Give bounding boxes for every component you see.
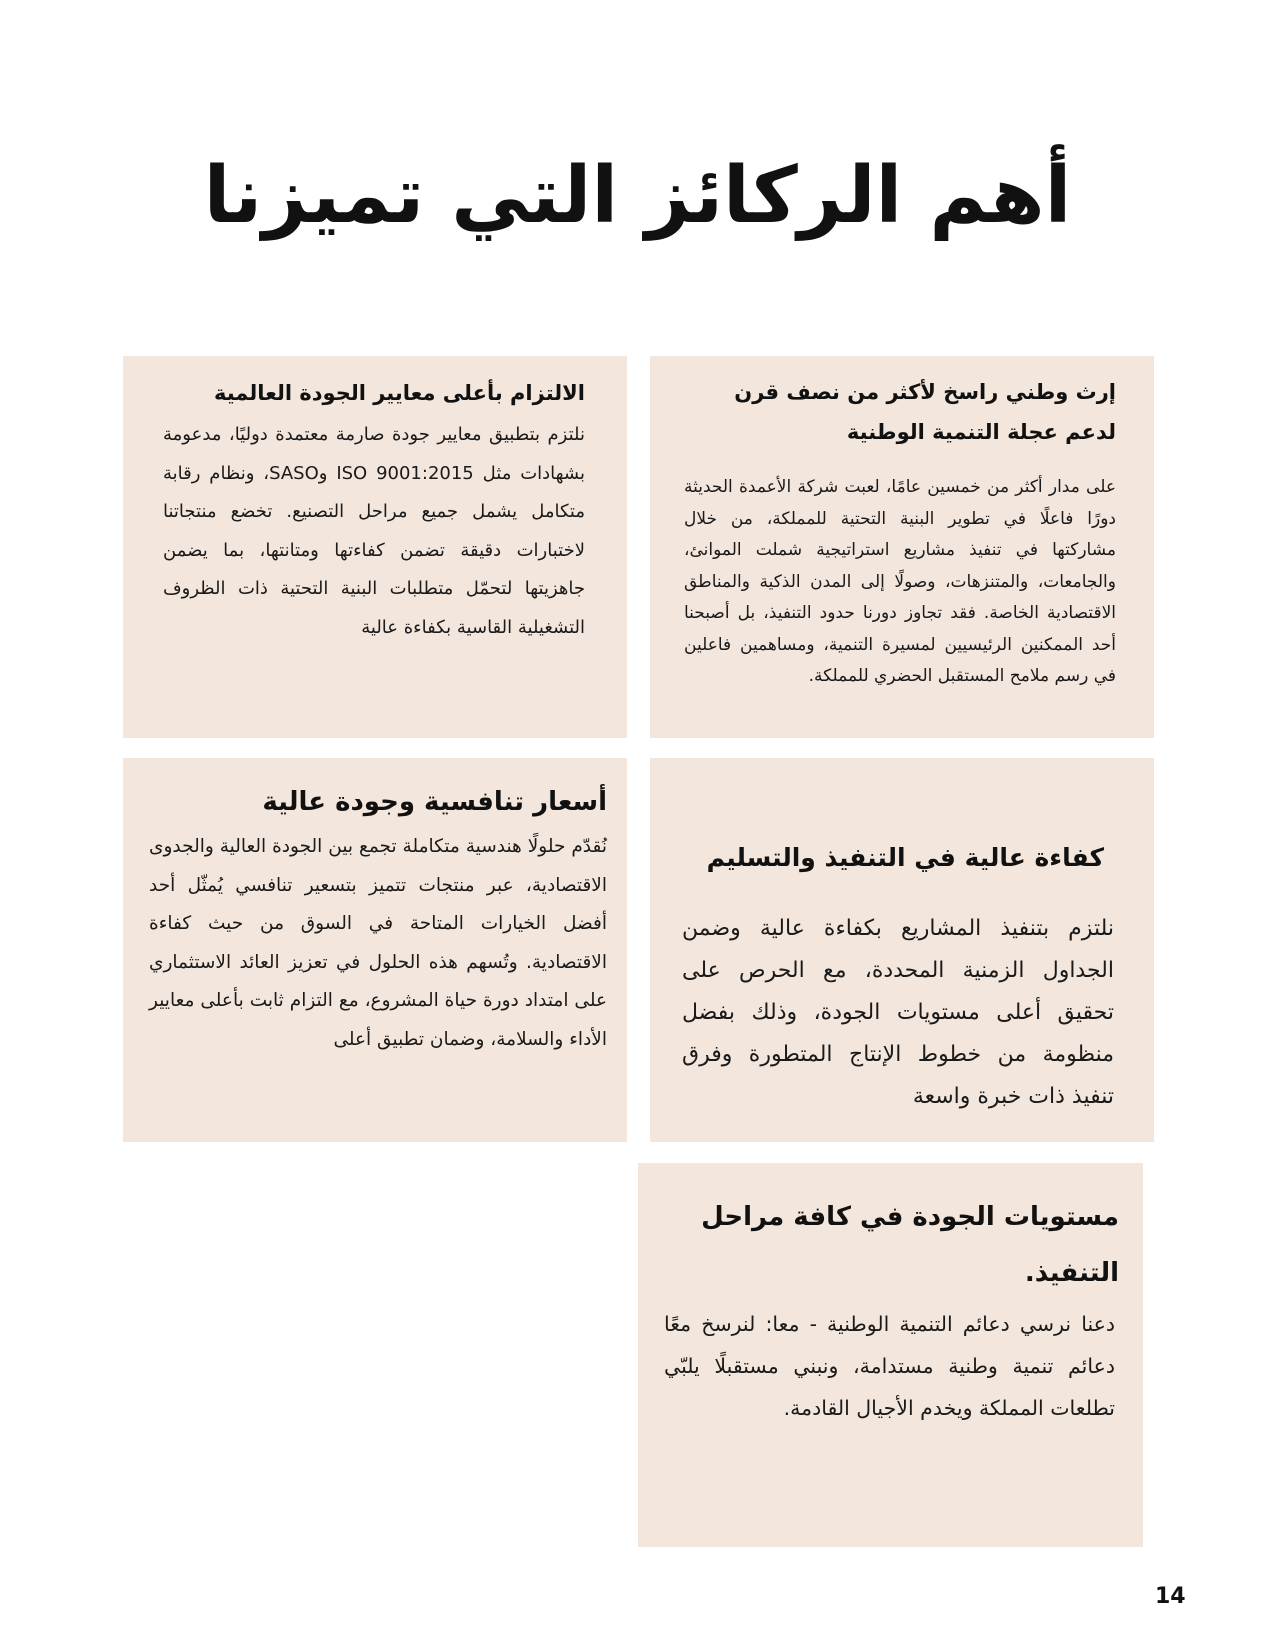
efficiency-body: نلتزم بتنفيذ المشاريع بكفاءة عالية وضمن الجداول الزمنية المحددة، مع الحرص على تحقيق أعلى مستويات الجودة، وذلك بفضل منظومة من خطوط الإنتاج المتطورة وفرق تنفيذ ذات خبرة واسعة	[682, 916, 1114, 1109]
quality-body: دعنا نرسي دعائم التنمية الوطنية - معا: لنرسخ معًا دعائم تنمية وطنية مستدامة، ونبني مستقبلًا يلبّي تطلعات المملكة ويخدم الأجيال القادمة.	[664, 1312, 1115, 1420]
heritage-body: على مدار أكثر من خمسين عامًا، لعبت شركة الأعمدة الحديثة دورًا فاعلًا في تطوير البنية التحتية للمملكة، من خلال مشاركتها في تنفيذ مشاريع استراتيجية شملت الموانئ، والجامعات، والمتنزهات، وصولًا إلى المدن الذكية والمناطق الاقتصادية الخاصة. فقد تجاوز دورنا حدود التنفيذ، بل أصبحنا أحد الممكنين الرئيسيين لمسيرة التنمية، ومساهمين فاعلين في رسم ملامح المستقبل الحضري للمملكة.	[684, 477, 1116, 686]
pricing-heading: أسعار تنافسية وجودة عالية	[262, 787, 607, 817]
quality-heading: مستويات الجودة في كافة مراحل التنفيذ.	[701, 1202, 1119, 1288]
efficiency-card	[650, 758, 1154, 1142]
efficiency-heading: كفاءة عالية في التنفيذ والتسليم	[706, 843, 1104, 872]
standards-heading: الالتزام بأعلى معايير الجودة العالمية	[213, 381, 585, 405]
page-number: 14	[1155, 1584, 1186, 1609]
heritage-card	[650, 356, 1154, 738]
heritage-heading: إرث وطني راسخ لأكثر من نصف قرن لدعم عجلة التنمية الوطنية	[734, 380, 1116, 444]
pricing-card	[123, 758, 627, 1142]
quality-card	[638, 1163, 1143, 1547]
standards-body: نلتزم بتطبيق معايير جودة صارمة معتمدة دوليًا، مدعومة بشهادات مثل ISO 9001:2015 وSASO، ونظام رقابة متكامل يشمل جميع مراحل التصنيع. تخضع منتجاتنا لاختبارات دقيقة تضمن كفاءتها ومتانتها، بما يضمن جاهزيتها لتحمّل متطلبات البنية التحتية ذات الظروف التشغيلية القاسية بكفاءة عالية	[163, 424, 586, 638]
pricing-body: نُقدّم حلولًا هندسية متكاملة تجمع بين الجودة العالية والجدوى الاقتصادية، عبر منتجات تتميز بتسعير تنافسي يُمثّل أحد أفضل الخيارات المتاحة في السوق من حيث كفاءة الاقتصادية. وتُسهم هذه الحلول في تعزيز العائد الاستثماري على امتداد دورة حياة المشروع، مع التزام ثابت بأعلى معايير الأداء والسلامة، وضمان تطبيق أعلى	[149, 836, 607, 1050]
page-title: أهم الركائز التي تميزنا	[203, 151, 1072, 241]
standards-card	[123, 356, 627, 738]
